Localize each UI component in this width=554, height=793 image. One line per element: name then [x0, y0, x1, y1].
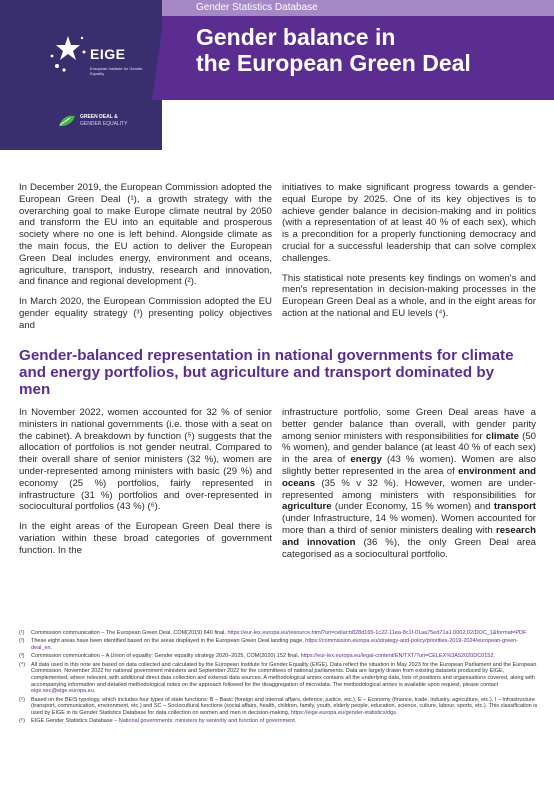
- section-left-column: [19, 407, 272, 565]
- footnote-text: [31, 662, 539, 696]
- page-title-line-1: Gender balance in: [196, 24, 396, 50]
- text-run: (35 % v 32 %). However, women are under-represented among ministers with responsibilities for: [282, 477, 536, 501]
- highlight-agriculture: agriculture: [282, 501, 332, 513]
- footnote: [19, 653, 539, 660]
- footnote-link[interactable]: https://eur-lex.europa.eu/resource.html?uri=cellar:b828d165-1c22-11ea-8c1f-01aa75ed71a1.0002.02/DOC_1&format=PDF.: [227, 630, 528, 636]
- page-header: [0, 0, 554, 150]
- section-paragraph: [282, 407, 536, 560]
- eige-logo-subtitle: European Institute for Gender Equality: [90, 66, 143, 76]
- page-title-line-2: the European Green Deal: [196, 50, 471, 76]
- footnote-number: (⁴): [19, 661, 26, 668]
- highlight-energy: energy: [350, 454, 382, 466]
- intro-left-column: [19, 182, 272, 340]
- section-paragraph: In the eight areas of the European Green Deal there is variation within these broad categories of government function. In the: [19, 521, 272, 556]
- green-deal-subtitle: GENDER EQUALITY: [80, 121, 128, 127]
- footnote-link[interactable]: https://eur-lex.europa.eu/legal-content/EN/TXT/?uri=CELEX%3A52020DC0152.: [300, 653, 495, 660]
- intro-paragraph: In December 2019, the European Commission adopted the European Green Deal (¹), a growth strategy with the overarching goal to make Europe climate neutral by 2050 and transform the EU into an equitable and prosperous society where no one is left behind. Alongside climate as the main focus, the EU action to deliver the European Green Deal includes energy, environment and oceans, agriculture, transport, industry, research and innovation, and finance and regional development (²).: [19, 182, 272, 288]
- text-run: (under Economy, 15 % women) and: [331, 501, 494, 513]
- section-title: Gender-balanced representation in national governments for climate and energy portfolios, but agriculture and transport dominated by men: [19, 347, 514, 398]
- footnote-number: (⁵): [19, 696, 25, 703]
- section-right-column: [282, 407, 536, 568]
- footnote-text: [31, 653, 539, 660]
- text-run: (50 % women), and gender balance (at least 40 % of each sex) in the area of: [282, 430, 536, 466]
- footnote-text: [31, 718, 539, 725]
- footnote-text: [31, 697, 539, 717]
- footnote-link[interactable]: https://commission.europa.eu/strategy-and-policy/priorities-2019-2024/european-green-deal_en.: [31, 638, 519, 651]
- intro-paragraph: initiatives to make significant progress towards a gender-equal Europe by 2025. One of its key objectives is to achieve gender balance in decision-making and in politics (with a representation of at least 40 % of each sex), which is a precondition for a properly functioning democracy and crucial for a successful leadership that can solve complex challenges.: [282, 182, 536, 264]
- footnote-body: EIGE Gender Statistics Database –: [31, 718, 119, 725]
- series-label: Gender Statistics Database: [196, 2, 318, 13]
- footnote-body: Based on the BEIS typology, which includes four types of state functions: B – Basic (foreign and internal affairs, defence, justice, etc.), E – Economy (finance, trade, industry, agriculture, etc.), I – Infrastructure (transport, communication, environment, etc.) and SC – Sociocultural functions (social affairs, health, children, family, youth, elderly people, education, science, culture, labour, sports, etc.). This classification is used by EIGE in its Gender Statistics Database for data collection on women and men in decision-making,: [31, 696, 538, 717]
- footnote-text: [31, 630, 539, 637]
- footnote-text: [31, 638, 539, 651]
- green-deal-title: GREEN DEAL &: [80, 114, 118, 120]
- footnote-number: (³): [19, 653, 25, 660]
- intro-right-column: [282, 182, 536, 328]
- highlight-climate: climate: [485, 430, 519, 442]
- footnote-number: (¹): [19, 630, 25, 636]
- footnote-body: These eight areas have been identified based on the areas displayed in the European Green Deal landing page,: [31, 638, 306, 645]
- text-run: (36 %), the only Green Deal area categorised as a sociocultural portfolio.: [282, 536, 536, 560]
- footnote-link[interactable]: eige.sec@eige.europa.eu.: [31, 688, 96, 695]
- highlight-environment: environment and oceans: [282, 465, 536, 489]
- intro-paragraph: This statistical note presents key findings on women's and men's representation in decision-making processes in the European Green Deal as a whole, and in the eight areas for action at the national and EU levels (⁴).: [282, 272, 536, 319]
- footnote-link[interactable]: https://eige.europa.eu/gender-statistics/dgs.: [290, 710, 398, 717]
- footnote: [19, 697, 539, 717]
- text-run: (under Infrastructure, 14 % women). Women accounted for more than a third of senior ministers dealing with: [282, 513, 536, 536]
- green-deal-leaf-icon: [58, 114, 76, 128]
- text-run: (43 % women). Women are also slightly better represented in the area of: [282, 454, 536, 477]
- page-title: [196, 24, 546, 76]
- eige-logo-icon: [48, 32, 88, 76]
- highlight-transport: transport: [493, 501, 536, 513]
- footnote: [19, 638, 539, 651]
- footnotes: [19, 630, 539, 727]
- footnote-link[interactable]: National governments: ministers by seniority and function of government.: [118, 718, 297, 725]
- footnote-body: Commission communication – A Union of equality: Gender equality strategy 2020–2025, COM(2020) 152 final,: [31, 653, 301, 660]
- highlight-research: research and innovation: [282, 524, 536, 548]
- footnote-body: All data used in this note are based on data collected and calculated by the European Institute for Gender Equality (EIGE). Data reflect the situation in May 2023 for the European Parliament and the European Commission, November 2022 for national government ministers and September 2022 for the committees of national parliaments. Data are largely drawn from existing datasets produced by EIGE, complemented, where relevant, with additional direct data collection and external data sources. A methodological annex contains all the underlying data, lists of positions and organisations covered, along with accompanying information and detailed methodological notes on the approach followed for the disaggregation of microdata. The methodological annex is available upon request, please contact: [31, 661, 537, 688]
- section-paragraph: In November 2022, women accounted for 32 % of senior ministers in national governments (i.e. those with a seat on the cabinet). A breakdown by function (⁵) suggests that the allocation of portfolios is not gender neutral. Compared to their overall share of senior ministers (32 %), women are under-represented among ministers with basic (29 %) and economy (25 %) portfolios, fairly represented in infrastructure (31 %) portfolios and over-represented in sociocultural portfolios (43 %) (⁶).: [19, 407, 272, 513]
- footnote-number: (²): [19, 638, 25, 645]
- footnote-body: Commission communication – The European Green Deal, COM(2019) 640 final,: [31, 630, 228, 636]
- footnote: [19, 630, 539, 637]
- footnote: [19, 662, 539, 696]
- footnote: [19, 718, 539, 725]
- text-run: infrastructure portfolio, some Green Deal areas have a better gender balance than overall, with gender parity among senior ministers with responsibilities for: [282, 407, 536, 442]
- eige-logo-text: EIGE: [90, 46, 126, 62]
- footnote-number: (⁶): [19, 718, 25, 725]
- intro-paragraph: In March 2020, the European Commission adopted the EU gender equality strategy (³) presenting policy objectives and: [19, 296, 272, 331]
